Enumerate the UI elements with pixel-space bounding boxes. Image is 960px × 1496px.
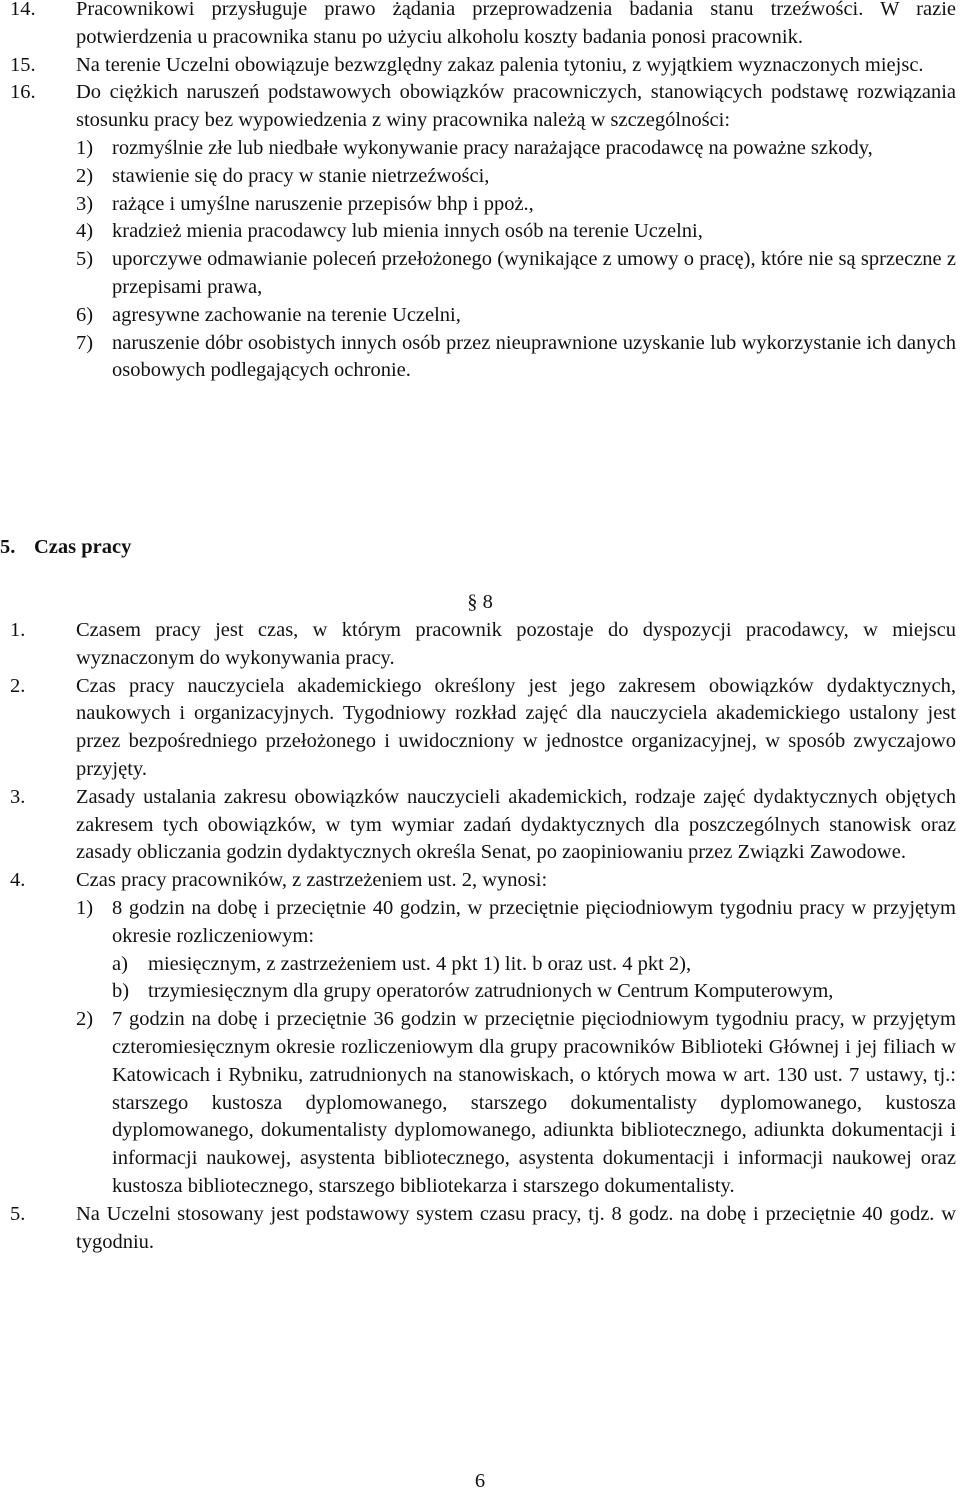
section-heading — [0, 534, 131, 562]
item-number: 16. — [10, 81, 36, 104]
item-number: 1) — [76, 896, 94, 919]
item-text: Czas pracy pracowników, z zastrzeżeniem ust. 2, wynosi: — [76, 869, 548, 892]
section-number: 5. — [0, 536, 16, 558]
list-item — [0, 52, 960, 80]
section-title: Czas pracy — [34, 536, 132, 558]
sub-list-item — [0, 135, 960, 163]
item-text: stawienie się do pracy w stanie nietrzeźwości, — [112, 164, 490, 187]
sub-sub-list-item — [0, 951, 960, 979]
paragraph-mark: § 8 — [467, 591, 493, 613]
item-number: 5. — [10, 1202, 26, 1225]
item-number: a) — [112, 952, 128, 975]
list-item — [0, 673, 960, 784]
item-number: 2) — [76, 1008, 94, 1031]
list-item — [0, 1201, 960, 1257]
item-text: Pracownikowi przysługuje prawo żądania przeprowadzenia badania stanu trzeźwości. W razie potwierdzenia u pracownika stanu po użyciu alkoholu koszty badania ponosi pracownik. — [76, 0, 956, 48]
item-text: Na Uczelni stosowany jest podstawowy system czasu pracy, tj. 8 godz. na dobę i przeciętnie 40 godz. w tygodniu. — [76, 1202, 956, 1253]
item-number: 7) — [76, 331, 94, 354]
item-number: 1. — [10, 619, 26, 641]
item-number: 4) — [76, 220, 94, 243]
item-text: 8 godzin na dobę i przeciętnie 40 godzin, w przeciętnie pięciodniowym tygodniu pracy w przyjętym okresie rozliczeniowym: — [112, 896, 956, 947]
sub-list-item — [0, 895, 960, 951]
item-text: Zasady ustalania zakresu obowiązków nauczycieli akademickich, rodzaje zajęć dydaktycznych objętych zakresem tych obowiązków, w tym wymiar zadań dydaktycznych dla poszczególnych stanowisk oraz zasady obliczania godzin dydaktycznych określa Senat, po zaopiniowaniu przez Związki Zawodowe. — [76, 785, 956, 864]
item-number: 2. — [10, 674, 26, 697]
item-number: 5) — [76, 248, 94, 271]
sub-list-item — [0, 302, 960, 330]
sub-list-item — [0, 330, 960, 386]
item-text: Do ciężkich naruszeń podstawowych obowiązków pracowniczych, stanowiących podstawę rozwiązania stosunku pracy bez wypowiedzenia z winy pracownika należą w szczególności: — [76, 81, 956, 132]
item-number: 4. — [10, 869, 26, 892]
top-list — [0, 0, 960, 385]
list-item — [0, 79, 960, 135]
item-text: miesięcznym, z zastrzeżeniem ust. 4 pkt 1) lit. b oraz ust. 4 pkt 2), — [148, 952, 692, 975]
sub-sub-list-item — [0, 978, 960, 1006]
sub-list-item — [0, 218, 960, 246]
item-text: rozmyślnie złe lub niedbałe wykonywanie pracy narażające pracodawcę na poważne szkody, — [112, 136, 873, 159]
item-text: naruszenie dóbr osobistych innych osób przez nieuprawnione uzyskanie lub wykorzystanie ich danych osobowych podlegających ochronie. — [112, 331, 956, 382]
item-number: 6) — [76, 303, 94, 326]
item-number: 14. — [10, 0, 36, 20]
list-item — [0, 617, 960, 673]
item-text: kradzież mienia pracodawcy lub mienia innych osób na terenie Uczelni, — [112, 220, 703, 243]
item-number: 3) — [76, 192, 94, 215]
item-text: Na terenie Uczelni obowiązuje bezwzględny zakaz palenia tytoniu, z wyjątkiem wyznaczonych miejsc. — [76, 53, 924, 76]
item-number: 2) — [76, 164, 94, 187]
item-text: Czasem pracy jest czas, w którym pracownik pozostaje do dyspozycji pracodawcy, w miejscu wyznaczonym do wykonywania pracy. — [76, 619, 956, 669]
item-text: trzymiesięcznym dla grupy operatorów zatrudnionych w Centrum Komputerowym, — [148, 980, 834, 1003]
list-item — [0, 0, 960, 52]
page-number: 6 — [474, 1470, 486, 1492]
item-number: 15. — [10, 53, 36, 76]
sub-list-item — [0, 163, 960, 191]
item-text: uporczywe odmawianie poleceń przełożonego (wynikające z umowy o pracę), które nie są sprzeczne z przepisami prawa, — [112, 248, 956, 298]
list-item — [0, 784, 960, 867]
item-text: 7 godzin na dobę i przeciętnie 36 godzin w przeciętnie pięciodniowym tygodniu pracy, w przyjętym czteromiesięcznym okresie rozliczeniowym dla grupy pracowników Biblioteki Głównej i jej filiach w Katowicach i Rybniku, zatrudnionych na stanowiskach, o których mowa w art. 130 ust. 7 ustawy, tj.: starszego kustosza dyplomowanego, starszego dokumentalisty dyplomowanego, kustosza dyplomowanego, dokumentalisty dyplomowanego, adiunkta bibliotecznego, adiunkta dokumentacji i informacji naukowej, asystenta bibliotecznego, asystenta dokumentacji i informacji naukowej oraz kustosza bibliotecznego, starszego bibliotekarza i starszego dokumentalisty. — [112, 1008, 956, 1197]
item-number: 1) — [76, 136, 94, 159]
item-text: agresywne zachowanie na terenie Uczelni, — [112, 303, 461, 326]
sub-list-item — [0, 1006, 960, 1201]
item-text: Czas pracy nauczyciela akademickiego określony jest jego zakresem obowiązków dydaktycznych, naukowych i organizacyjnych. Tygodniowy rozkład zajęć dla nauczyciela akademickiego ustalony jest przez bezpośredniego przełożonego i uwidoczniony w jednostce organizacyjnej, w sposób zwyczajowo przyjęty. — [76, 674, 956, 780]
list-item — [0, 867, 960, 895]
item-text: rażące i umyślne naruszenie przepisów bhp i ppoż., — [112, 192, 534, 215]
work-time-list — [0, 617, 960, 1256]
sub-list-item — [0, 191, 960, 219]
sub-list-item — [0, 246, 960, 302]
item-number: b) — [112, 980, 130, 1003]
item-number: 3. — [10, 785, 26, 808]
